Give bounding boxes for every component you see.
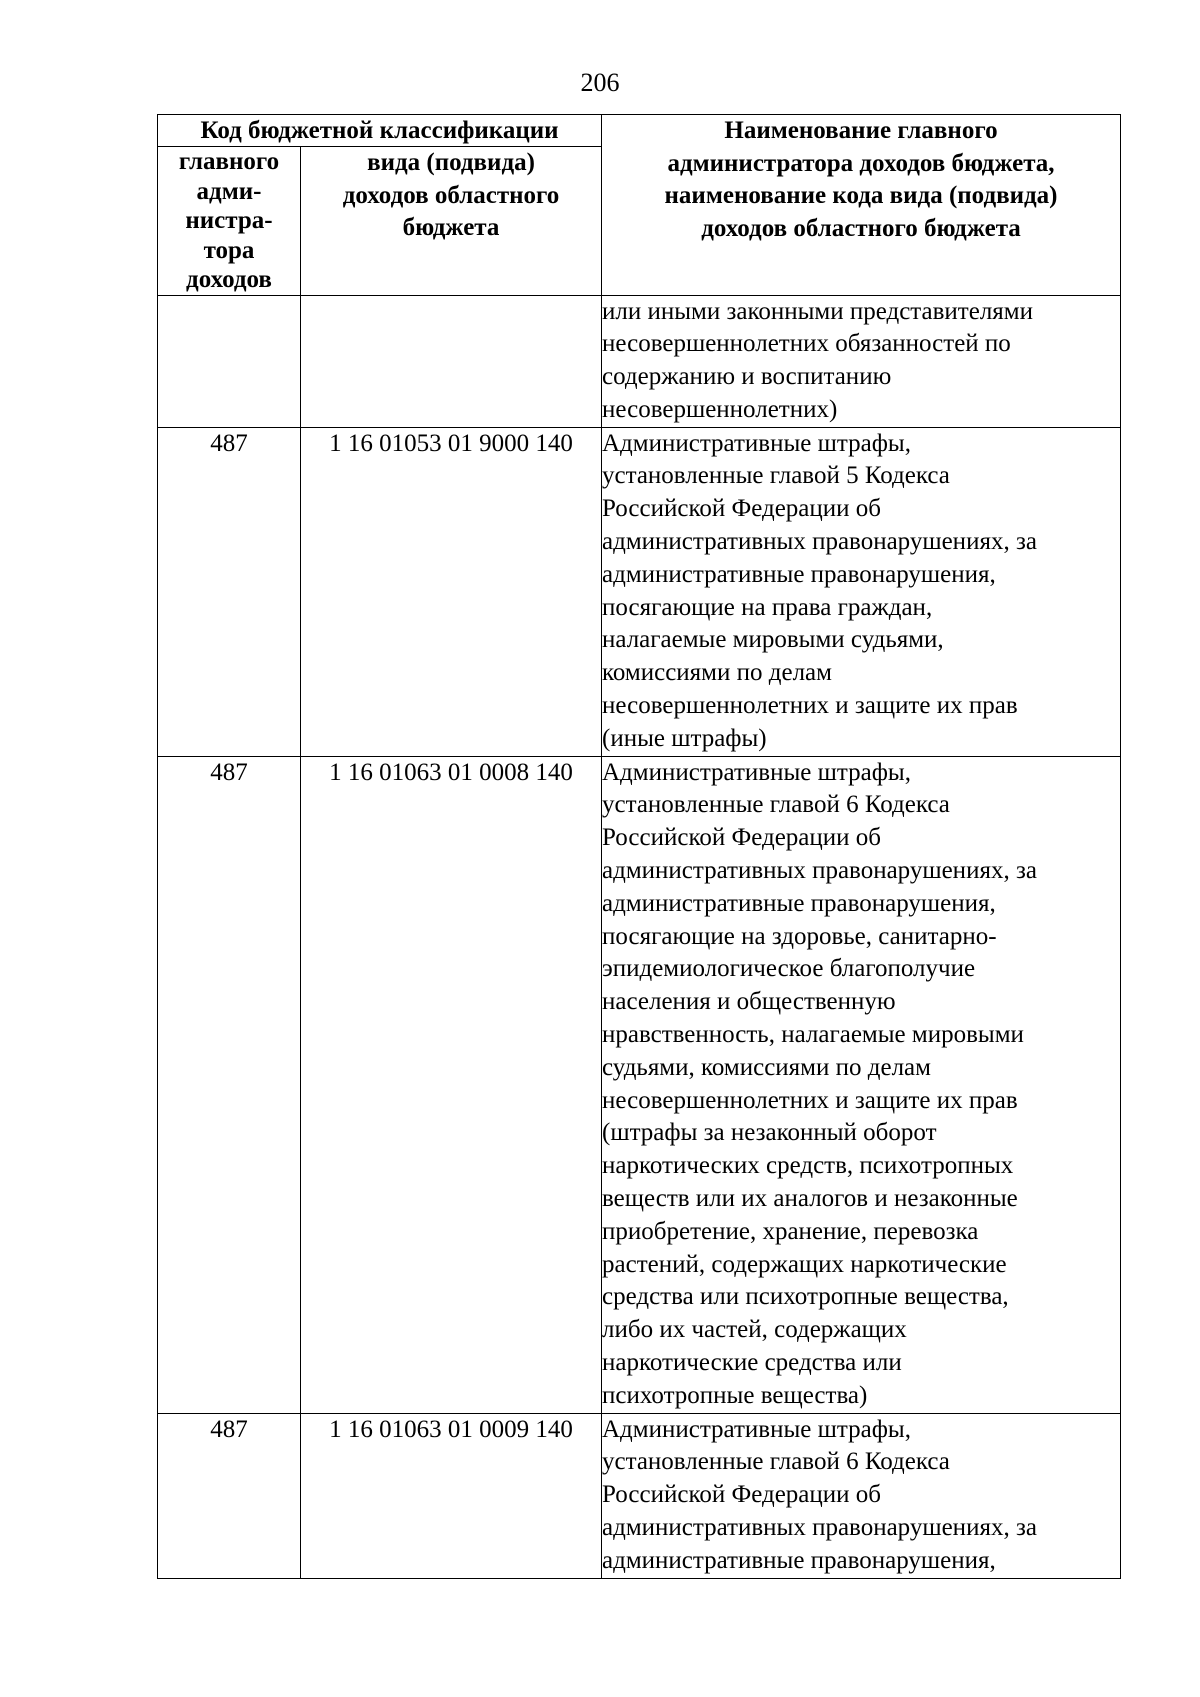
admin-code-cell: 487: [158, 756, 301, 1413]
admin-code-cell: [158, 295, 301, 427]
page-number: 206: [580, 68, 620, 97]
header-administrator-name: Наименование главного администратора доходов бюджета, наименование кода вида (подвида) доходов областного бюджета: [602, 115, 1121, 296]
revenue-code-cell: 1 16 01063 01 0008 140: [301, 756, 602, 1413]
header-revenue-type-code: вида (подвида) доходов областного бюджета: [301, 147, 602, 296]
revenue-name-cell: Административные штрафы, установленные главой 6 Кодекса Российской Федерации об административных правонарушениях, за административные правонарушения, посягающие на здоровье, санитарно- эпидемиологическое благополучие населения и общественную нравственность, налагаемые мировыми судьями, комиссиями по делам несовершеннолетних и защите их прав (штрафы за незаконный оборот наркотических средств, психотропных веществ или их аналогов и незаконные приобретение, хранение, перевозка растений, содержащих наркотические средства или психотропные вещества, либо их частей, содержащих наркотические средства или психотропные вещества): [602, 756, 1121, 1413]
revenue-name-cell: Административные штрафы, установленные главой 6 Кодекса Российской Федерации об административных правонарушениях, за административные правонарушения,: [602, 1413, 1121, 1578]
header-chief-administrator: главного адми- нистра- тора доходов: [158, 147, 301, 296]
table-row: [158, 427, 1121, 756]
table-row: [158, 295, 1121, 427]
table-row: [158, 756, 1121, 1413]
admin-code-cell: 487: [158, 427, 301, 756]
table-header-row-group: [158, 115, 1121, 147]
budget-classification-table: [157, 114, 1121, 1579]
revenue-code-cell: 1 16 01053 01 9000 140: [301, 427, 602, 756]
header-budget-classification-code: Код бюджетной классификации: [158, 115, 602, 147]
revenue-name-cell: или иными законными представителями несовершеннолетних обязанностей по содержанию и воспитанию несовершеннолетних): [602, 295, 1121, 427]
admin-code-cell: 487: [158, 1413, 301, 1578]
revenue-code-cell: 1 16 01063 01 0009 140: [301, 1413, 602, 1578]
revenue-code-cell: [301, 295, 602, 427]
table-row: [158, 1413, 1121, 1578]
revenue-name-cell: Административные штрафы, установленные главой 5 Кодекса Российской Федерации об административных правонарушениях, за административные правонарушения, посягающие на права граждан, налагаемые мировыми судьями, комиссиями по делам несовершеннолетних и защите их прав (иные штрафы): [602, 427, 1121, 756]
